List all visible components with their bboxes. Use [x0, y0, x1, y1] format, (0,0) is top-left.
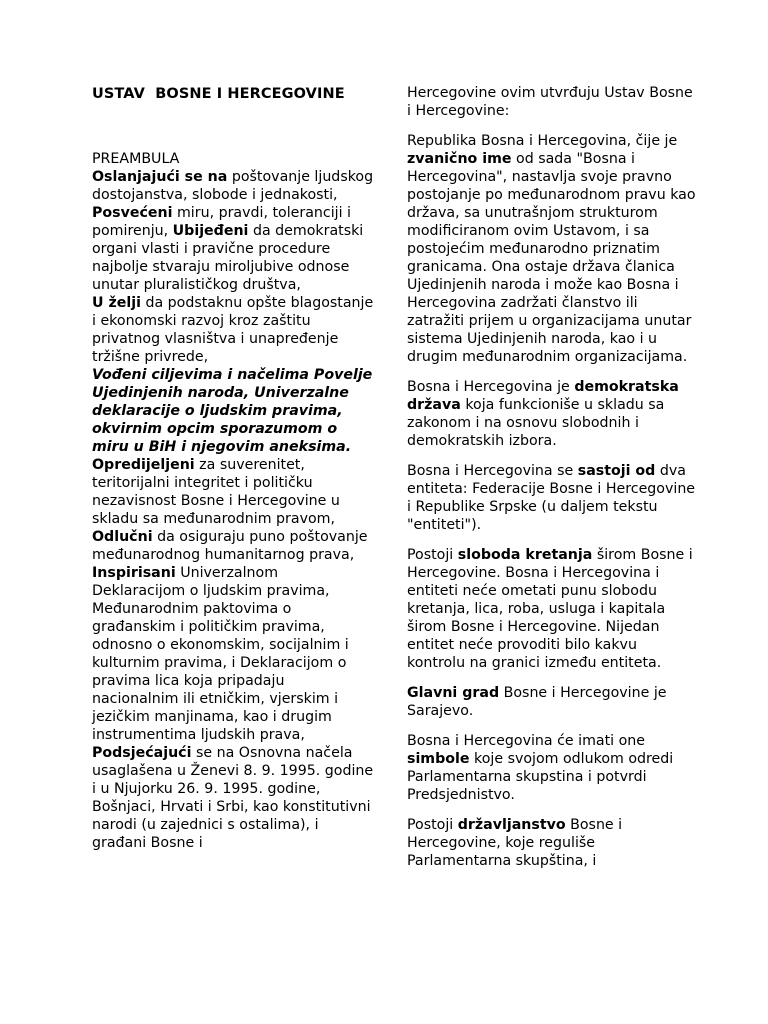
preamble-text — [92, 168, 374, 852]
paragraph: Hercegovine ovim utvrđuju Ustav Bosne i Hercegovine: — [407, 85, 693, 119]
paragraph: Bosna i Hercegovina je demokratska država koja funkcioniše u skladu sa zakonom i na osnovu slobodnih i demokratskih izbora. — [407, 379, 679, 449]
preamble-clause: Vođeni ciljevima i načelima Povelje Ujedinjenih naroda, Univerzalne deklaracije o ljudskim pravima, okvirnim opcim sporazumom o miru u BiH i njegovim aneksima. — [92, 367, 373, 455]
title-spacer — [92, 104, 374, 150]
document-title: USTAV BOSNE I HERCEGOVINE — [92, 86, 345, 102]
left-column — [92, 84, 374, 852]
paragraph: Glavni grad Bosne i Hercegovine je Sarajevo. — [407, 685, 667, 719]
preamble-clause: Opredijeljeni za suverenitet, teritorijalni integritet i političku nezavisnost Bosne i Hercegovine u skladu sa međunarodnim pravom, — [92, 457, 340, 527]
paragraph: Bosna i Hercegovina se sastoji od dva entiteta: Federacije Bosne i Hercegovine i Republike Srpske (u daljem tekstu "entiteti"). — [407, 463, 696, 533]
paragraph: Postoji državljanstvo Bosne i Hercegovine, koje reguliše Parlamentarna skupština, i — [407, 817, 623, 869]
paragraph: Bosna i Hercegovina će imati one simbole koje svojom odlukom odredi Parlamentarna skupstina i potvrdi Predsjednistvo. — [407, 733, 674, 803]
paragraph: Republika Bosna i Hercegovina, čije je zvanično ime od sada "Bosna i Hercegovina", nastavlja svoje pravno postojanje po međunarodnom pravu kao država, sa unutrašnjom strukturom modificiranom ovim Ustavom, i sa postojećim međunarodno priznatim granicama. Ona ostaje država članica Ujedinjenih naroda i može kao Bosna i Hercegovina zadržati članstvo ili zatražiti prijem u organizacijama unutar sistema Ujedinjenih naroda, kao i u drugim međunarodnim organizacijama. — [407, 133, 696, 365]
preambula-heading: PREAMBULA — [92, 151, 180, 167]
preamble-clause: Podsjećajući se na Osnovna načela usaglašena u Ženevi 8. 9. 1995. godine i u Njujorku 26. 9. 1995. godine, Bošnjaci, Hrvati i Srbi, kao konstitutivni narodi (u zajednici s ostalima), i građani Bosne i — [92, 745, 374, 851]
preamble-clause: Inspirisani Univerzalnom Deklaracijom o ljudskim pravima, Međunarodnim paktovima o građanskim i političkim pravima, odnosno o ekonomskim, socijalnim i kulturnim pravima, i Deklaracijom o pravima lica koja pripadaju nacionalnim ili etničkim, vjerskim i jezičkim manjinama, kao i drugim instrumentima ljudskih prava, — [92, 565, 349, 743]
paragraph: Postoji sloboda kretanja širom Bosne i Hercegovine. Bosna i Hercegovina i entiteti neće ometati punu slobodu kretanja, lica, roba, usluga i kapitala širom Bosne i Hercegovine. Nijedan entitet neće provoditi bilo kakvu kontrolu na granici između entiteta. — [407, 547, 693, 671]
preamble-clause: Odlučni da osiguraju puno poštovanje međunarodnog humanitarnog prava, — [92, 529, 368, 563]
preamble-clause: U želji da podstaknu opšte blagostanje i ekonomski razvoj kroz zaštitu privatnog vlasništva i unapređenje tržišne privrede, — [92, 295, 374, 365]
right-column — [407, 84, 697, 882]
preamble-clause: Posvećeni miru, pravdi, toleranciji i pomirenju, Ubijeđeni da demokratski organi vlasti i pravične procedure najbolje stvaraju miroljubive odnose unutar pluralističkog društva, — [92, 205, 364, 293]
preamble-clause: Oslanjajući se na poštovanje ljudskog dostojanstva, slobode i jednakosti, — [92, 169, 374, 203]
